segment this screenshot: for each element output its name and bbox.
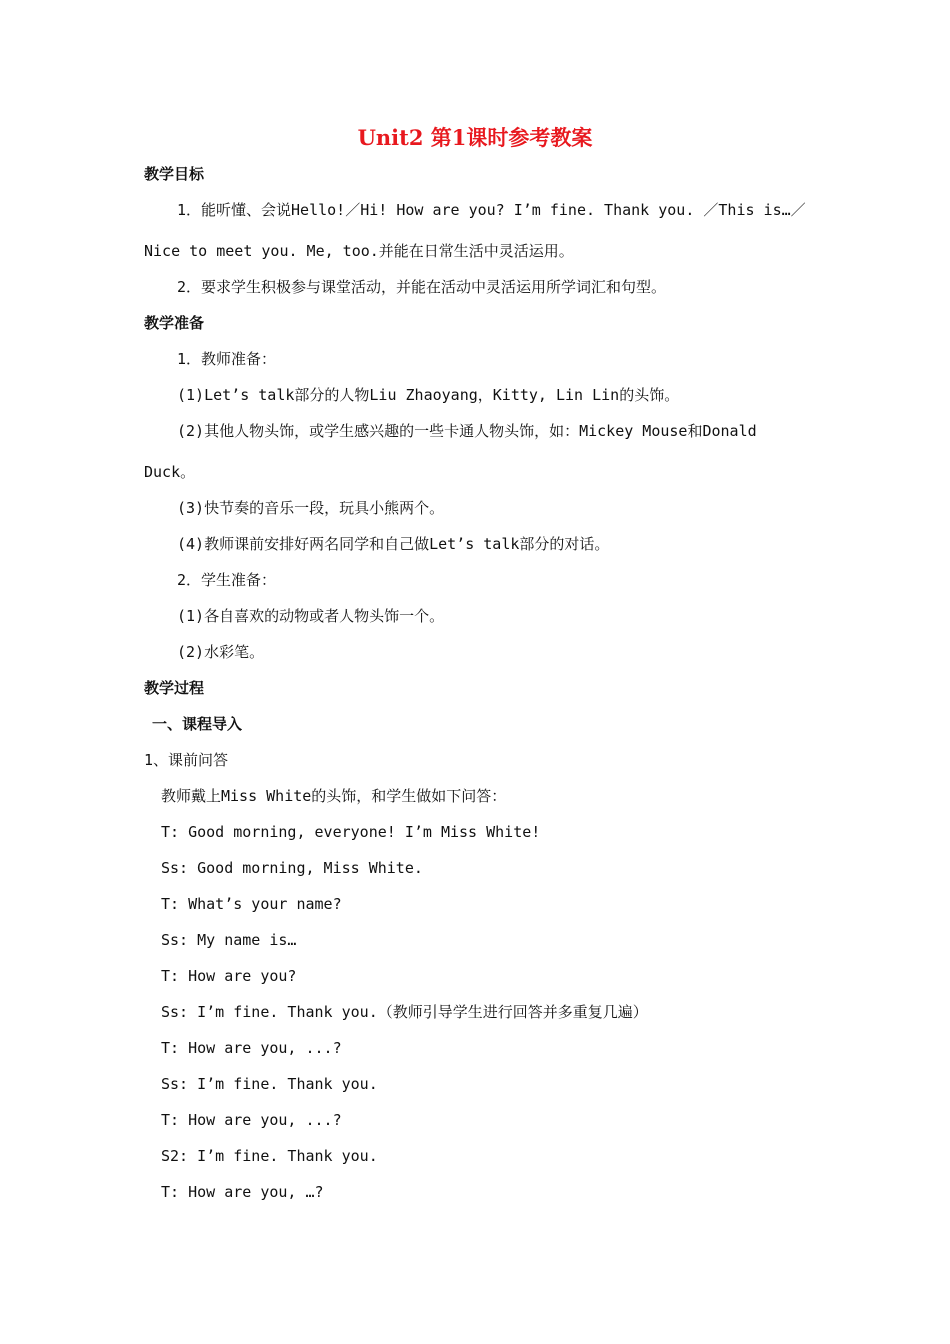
dialogue-line: T: Good morning, everyone! I’m Miss White!: [161, 823, 541, 841]
teacher-prep-item-3: (3)快节奏的音乐一段，玩具小熊两个。: [177, 499, 445, 517]
document-title: Unit2 第1课时参考教案: [357, 125, 593, 150]
teacher-prep-item-4: (4)教师课前安排好两名同学和自己做Let’s talk部分的对话。: [177, 535, 610, 553]
dialogue-line: T: How are you, ...?: [161, 1111, 342, 1129]
process-subheading: 一、课程导入: [152, 715, 243, 733]
student-prep-item-2: (2)水彩笔。: [177, 643, 265, 661]
teacher-prep-item-1: (1)Let’s talk部分的人物Liu Zhaoyang，Kitty, Lin Lin的头饰。: [177, 386, 680, 404]
dialogue-line: Ss: Good morning, Miss White.: [161, 859, 423, 877]
objective-item-2: 2．要求学生积极参与课堂活动，并能在活动中灵活运用所学词汇和句型。: [177, 278, 667, 296]
objectives-heading: 教学目标: [144, 165, 205, 183]
student-prep-label: 2．学生准备：: [177, 571, 277, 589]
dialogue-line: T: How are you?: [161, 967, 297, 985]
student-prep-item-1: (1)各自喜欢的动物或者人物头饰一个。: [177, 607, 445, 625]
teacher-prep-label: 1．教师准备：: [177, 350, 277, 368]
objective-item-1-line-1: 1．能听懂、会说Hello!／Hi! How are you? I’m fine. Thank you. ／This is…／: [177, 201, 806, 219]
dialogue-line: T: How are you, …?: [161, 1183, 324, 1201]
preparation-heading: 教学准备: [144, 314, 205, 332]
dialogue-line: T: How are you, ...?: [161, 1039, 342, 1057]
dialogue-line: Ss: My name is…: [161, 931, 297, 949]
objective-item-1-line-2: Nice to meet you. Me, too.并能在日常生活中灵活运用。: [144, 242, 574, 260]
dialogue-line: Ss: I’m fine. Thank you.: [161, 1075, 378, 1093]
dialogue-line: Ss: I’m fine. Thank you.（教师引导学生进行回答并多重复几遍）: [161, 1003, 648, 1021]
teacher-prep-item-2-line-2: Duck。: [144, 463, 196, 481]
process-heading: 教学过程: [144, 679, 205, 697]
teacher-prep-item-2-line-1: (2)其他人物头饰，或学生感兴趣的一些卡通人物头饰，如：Mickey Mouse和Donald: [177, 422, 757, 440]
process-intro: 教师戴上Miss White的头饰，和学生做如下问答：: [161, 787, 507, 805]
dialogue-line: S2: I’m fine. Thank you.: [161, 1147, 378, 1165]
dialogue-line: T: What’s your name?: [161, 895, 342, 913]
process-step-1: 1、课前问答: [144, 751, 229, 769]
